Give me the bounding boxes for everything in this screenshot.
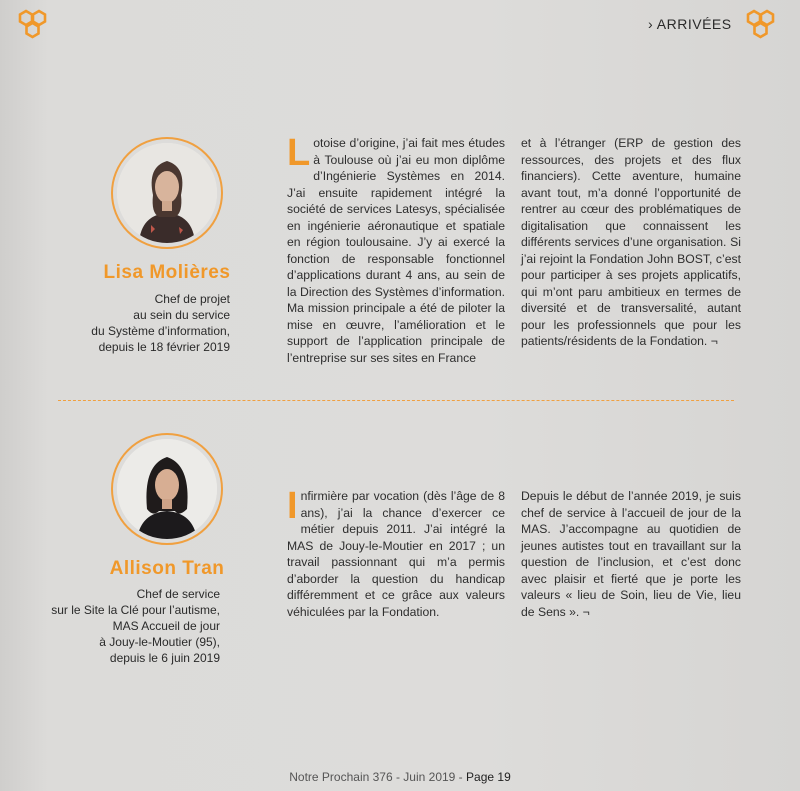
end-mark: ¬ [582,604,590,619]
person-role: Chef de service sur le Site la Clé pour l’autisme, MAS Accueil de jour à Jouy-le-Moutier (95), depuis le 6 juin 2019 [51,587,220,665]
publication-info: Notre Prochain 376 - Juin 2019 - [289,770,463,784]
page-footer [0,770,800,784]
dashed-divider [58,400,734,401]
bio-column-2: Depuis le début de l’année 2019, je suis chef de service à l’accueil de jour de la MAS. J’accompagne au quotidien de jeunes autistes tout en travaillant sur la question de l’inclusion, et c’est donc avec plaisir et fierté que je porte les valeurs « lieu de Soin, lieu de Vie, lieu de Sens ». ¬ [521,489,741,619]
person-name: Allison Tran [109,558,225,579]
bio-column-1: Infirmière par vocation (dès l’âge de 8 ans), j’ai la chance d’exercer ce métier depuis 2011. J’ai intégré la MAS de Jouy-le-Moutier en 2017 ; un travail passionnant qui m’a permis d’aborder la question du handicap différemment et ce grâce aux valeurs véhiculées par la Fondation. [287,485,505,619]
drop-cap: L [287,132,311,174]
bio-column-1: Lotoise d’origine, j’ai fait mes études à Toulouse où j’ai eu mon diplôme d’Ingénierie Systèmes en 2014. J’ai ensuite rapidement intégré la société de services Latesys, spécialisée en ingénierie aéronautique et spatiale en région toulousaine. J’y ai exercé la fonction de responsable fonctionnel d’applications durant 4 ans, au sein de la Direction des Systèmes d’information. Ma mission principale a été de piloter la mise en œuvre, l’amélioration et le support de l’application principale de l’entreprise sur ses sites en France [287,132,505,365]
portrait-photo [117,439,217,539]
person-role: Chef de projet au sein du service du Système d’information, depuis le 18 février 2019 [91,292,230,354]
section-label: › ARRIVÉES [648,16,732,32]
avatar [111,433,223,545]
end-mark: ¬ [710,334,718,348]
portrait-photo [117,143,217,243]
page-number: Page 19 [466,770,511,784]
person-name: Lisa Molières [103,262,231,283]
drop-cap: I [287,485,298,527]
hexagon-logo-icon [744,8,778,42]
hexagon-logo-icon [16,8,50,42]
avatar [111,137,223,249]
bio-column-2: et à l’étranger (ERP de gestion des ressources, des projets et des flux financiers). Cette aventure, humaine avant tout, m’a donné l’opportunité de rentrer au cœur des problématiques de digitalisation que connaissent les différents services d’une organisation. Si j’ai rejoint la Fondation John BOST, c’est pour participer à ses projets applicatifs, qui m’ont paru ambitieux en termes de diversité et de transversalité, autant pour les professionnels que pour les patients/résidents de la Fondation. ¬ [521,136,741,348]
